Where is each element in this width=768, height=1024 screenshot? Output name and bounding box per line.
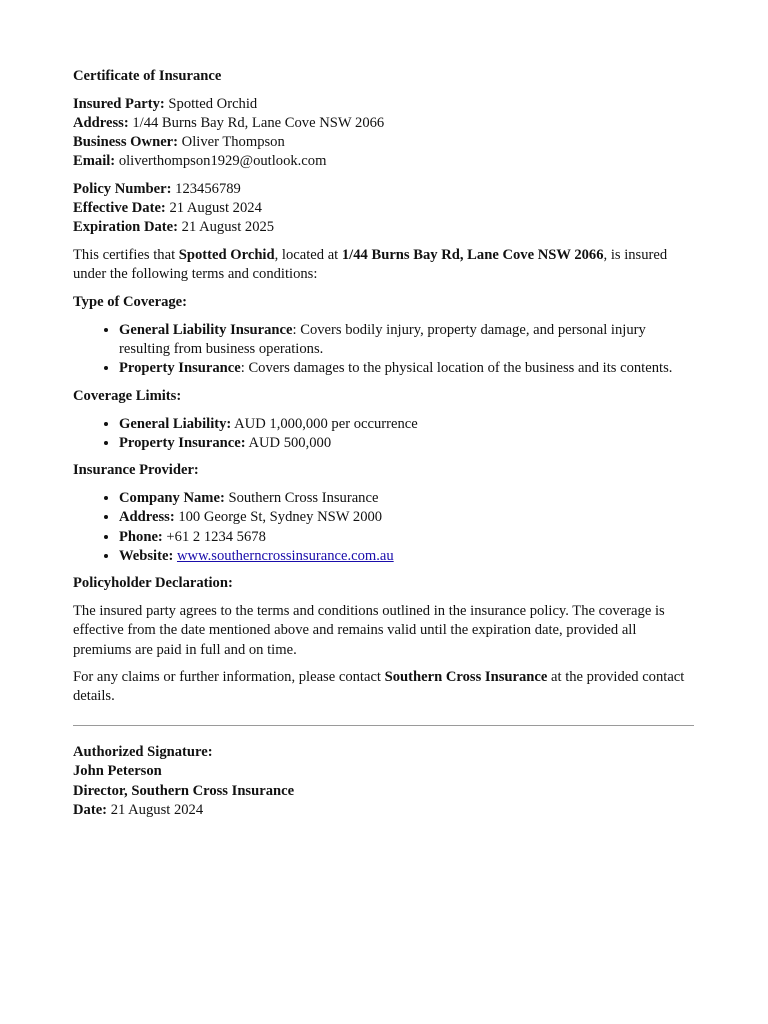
section-divider [73, 725, 694, 726]
signatory-name: John Peterson [73, 763, 162, 780]
signature-label: Authorized Signature: [73, 743, 213, 760]
insured-party-label: Insured Party: [73, 95, 165, 112]
contact-company-name: Southern Cross Insurance [384, 669, 548, 686]
list-item: • Property Insurance: Covers damages to the physical location of the business and its contents. [119, 359, 698, 378]
provider-website-item: • Website: www.southerncrossinsurance.com.au [119, 547, 698, 566]
certification-statement: This certifies that Spotted Orchid, located at 1/44 Burns Bay Rd, Lane Cove NSW 2066, is insured under the following terms and conditions: [73, 247, 668, 283]
effective-date-value: 21 August 2024 [169, 200, 262, 217]
policy-block [73, 180, 698, 238]
email-line [73, 152, 698, 171]
effective-date-line [73, 199, 698, 218]
coverage-type-list [73, 321, 698, 379]
email-label: Email: [73, 153, 116, 170]
provider-address-item: • Address: 100 George St, Sydney NSW 2000 [119, 508, 698, 527]
insurance-provider-heading: Insurance Provider: [73, 462, 199, 479]
signature-block [73, 743, 698, 821]
signatory-title: Director, Southern Cross Insurance [73, 782, 295, 799]
list-item: • General Liability: AUD 1,000,000 per occurrence [119, 415, 698, 434]
expiration-date-line [73, 218, 698, 237]
policy-number-value: 123456789 [175, 181, 241, 198]
insured-address-label: Address: [73, 114, 129, 131]
signature-date-label: Date: [73, 802, 108, 819]
policy-number-line [73, 180, 698, 199]
coverage-type-heading: Type of Coverage: [73, 294, 188, 311]
certified-business-name: Spotted Orchid [178, 247, 275, 264]
insured-party-value: Spotted Orchid [168, 95, 258, 112]
provider-company-item: • Company Name: Southern Cross Insurance [119, 489, 698, 508]
contact-statement: For any claims or further information, please contact Southern Cross Insurance at the provided contact details. [73, 669, 685, 705]
provider-phone-item: • Phone: +61 2 1234 5678 [119, 528, 698, 547]
insurance-provider-list [73, 489, 698, 566]
list-item: • Property Insurance: AUD 500,000 [119, 434, 698, 453]
policy-number-label: Policy Number: [73, 181, 172, 198]
declaration-text: The insured party agrees to the terms and conditions outlined in the insurance policy. The coverage is effective from the date mentioned above and remains valid until the expiration date, provided all premiums are paid in full and on time. [73, 603, 665, 658]
insured-party-line [73, 95, 698, 114]
insured-address-line [73, 114, 698, 133]
insured-address-value: 1/44 Burns Bay Rd, Lane Cove NSW 2066 [132, 114, 385, 131]
effective-date-label: Effective Date: [73, 200, 166, 217]
list-item: • General Liability Insurance: Covers bodily injury, property damage, and personal injury resulting from business operations. [119, 321, 698, 359]
expiration-date-label: Expiration Date: [73, 219, 178, 236]
document-title: Certificate of Insurance [73, 68, 222, 84]
declaration-heading: Policyholder Declaration: [73, 575, 233, 592]
coverage-limits-list [73, 415, 698, 453]
business-owner-line [73, 133, 698, 152]
provider-website-link[interactable]: www.southerncrossinsurance.com.au [176, 547, 394, 564]
expiration-date-value: 21 August 2025 [181, 219, 275, 236]
signature-date-line [73, 801, 698, 821]
business-owner-value: Oliver Thompson [181, 134, 285, 151]
certified-business-address: 1/44 Burns Bay Rd, Lane Cove NSW 2066 [341, 247, 604, 264]
signature-date-value: 21 August 2024 [110, 802, 204, 819]
insured-party-block [73, 95, 698, 172]
email-value: oliverthompson1929@outlook.com [118, 153, 327, 170]
coverage-limits-heading: Coverage Limits: [73, 387, 182, 404]
business-owner-label: Business Owner: [73, 134, 179, 151]
